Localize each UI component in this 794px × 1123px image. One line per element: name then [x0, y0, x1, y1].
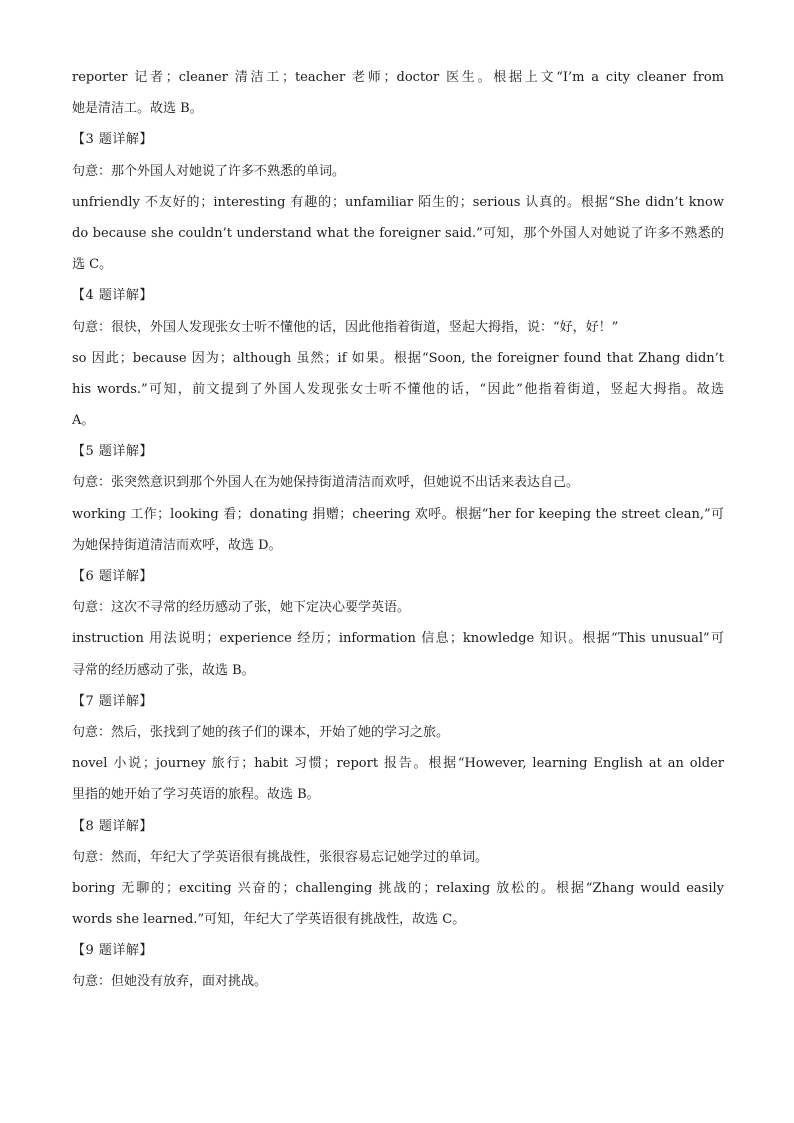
text-line: so 因此；because 因为；although 虽然；if 如果。根据“Soon, the foreigner found that Zhang didn’t — [72, 350, 724, 366]
question-heading: 【3 题详解】 — [72, 132, 153, 148]
text-line: A。 — [72, 413, 95, 429]
text-line: boring 无聊的；exciting 兴奋的；challenging 挑战的；relaxing 放松的。根据“Zhang would easily — [72, 880, 724, 896]
text-line: 她是清洁工。故选 B。 — [72, 101, 203, 117]
question-heading: 【6 题详解】 — [72, 569, 153, 584]
text-line: instruction 用法说明；experience 经历；information 信息；knowledge 知识。根据“This unusual”可 — [72, 631, 724, 647]
question-heading: 【4 题详解】 — [72, 288, 153, 304]
text-line: novel 小说；journey 旅行；habit 习惯；report 报告。根据“However, learning English at an older — [72, 756, 724, 772]
text-line: working 工作；looking 看；donating 捐赠；cheering 欢呼。根据“her for keeping the street clean,”可 — [72, 506, 724, 522]
text-line: 句意：但她没有放弃，面对挑战。 — [72, 974, 268, 990]
text-line: 句意：那个外国人对她说了许多不熟悉的单词。 — [72, 163, 346, 179]
question-heading: 【5 题详解】 — [72, 444, 153, 460]
text-line: 选 C。 — [72, 257, 113, 273]
text-line: 句意：张突然意识到那个外国人在为她保持街道清洁而欢呼，但她说不出话来表达自己。 — [72, 475, 580, 491]
text-line: 句意：很快，外国人发现张女士听不懂他的话，因此他指着街道，竖起大拇指，说：“好，好！” — [72, 319, 619, 335]
text-line: unfriendly 不友好的；interesting 有趣的；unfamiliar 陌生的；serious 认真的。根据“She didn’t know — [72, 194, 724, 210]
text-line: 句意：然后，张找到了她的孩子们的课本，开始了她的学习之旅。 — [72, 724, 450, 740]
document-page — [72, 62, 724, 998]
question-heading: 【9 题详解】 — [72, 943, 153, 959]
text-line: 句意：然而，年纪大了学英语很有挑战性，张很容易忘记她学过的单词。 — [72, 849, 489, 865]
question-heading: 【7 题详解】 — [72, 693, 153, 709]
text-line: his words.”可知，前文提到了外国人发现张女士听不懂他的话，“因此”他指着街道，竖起大拇指。故选 — [72, 381, 724, 397]
text-line: 里指的她开始了学习英语的旅程。故选 B。 — [72, 787, 320, 803]
text-line: words she learned.”可知，年纪大了学英语很有挑战性，故选 C。 — [72, 912, 466, 928]
text-line: 句意：这次不寻常的经历感动了张，她下定决心要学英语。 — [72, 600, 411, 616]
text-line: do because she couldn’t understand what the foreigner said.”可知，那个外国人对她说了许多不熟悉的 — [72, 225, 724, 241]
question-heading: 【8 题详解】 — [72, 818, 153, 834]
text-line: reporter 记者；cleaner 清洁工；teacher 老师；doctor 医生。根据上文“I’m a city cleaner from — [72, 70, 724, 85]
text-line: 寻常的经历感动了张，故选 B。 — [72, 662, 255, 678]
text-line: 为她保持街道清洁而欢呼，故选 D。 — [72, 537, 282, 553]
